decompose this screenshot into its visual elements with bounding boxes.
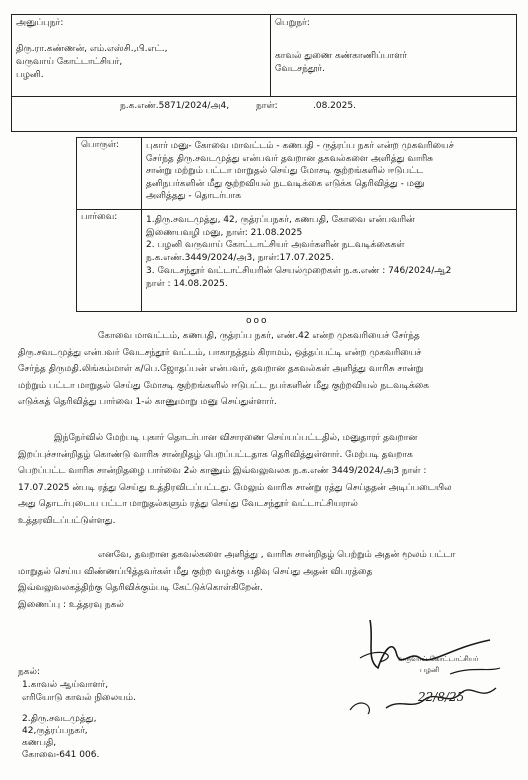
enclosure-line: இணைப்பு : உத்தரவு நகல்: [18, 600, 124, 610]
reference-number: ந.க.எண்.5871/2024/அ4,: [120, 101, 230, 111]
reference-line: இணையவழி மனு, நாள்: 21.08.2025: [146, 227, 303, 238]
to-line-1: காவல் துணை கண்காணிப்பாளர்: [275, 51, 408, 61]
date-value: .08.2025.: [313, 101, 356, 111]
subject-text: [146, 140, 512, 203]
body-line: இறப்புச்சான்றிதழ் கொண்டு வாரிசு சான்றிதழ் பெறப்பட்டதாக தெரிவித்துள்ளார். மேற்படி தவறாக: [18, 449, 413, 460]
body-line: 17.07.2025 ன்படி ரத்து செய்து உத்திரவிடப்பட்டது. மேலும் வாரிசு சான்று ரத்து செய்ததன் அடிப்படையில: [18, 482, 452, 493]
subject-line: அளித்தது - தொடர்பாக: [146, 191, 242, 201]
reference-line: 2. பழனி வருவாய் கோட்டாட்சியர் அவர்களின் நடவடிக்கைகள்: [146, 240, 405, 251]
copy-item-2-line-1: 2.திரு.சவடமுத்து,: [22, 714, 97, 724]
body-paragraph-1: [18, 328, 513, 411]
body-line: எடுக்கத் தெரிவித்து பார்வை 1-ல் காணுமாறு மனு செய்துள்ளார்.: [18, 397, 277, 408]
body-line: திரு.சவடமுத்து என்பவர் வேடசந்தூர் வட்டம், பாகாநத்தம் கிராமம், ஒத்தப்பட்டி என்ற முகவரியைச்: [18, 347, 422, 358]
table-divider: [141, 137, 142, 312]
body-line: எனவே, தவறான தகவல்களை அளித்து , வாரிசு சான்றிதழ் பெற்றும் அதன் மூலம் பட்டா: [98, 550, 456, 560]
body-paragraph-2: [18, 430, 513, 530]
reference-label: பார்வை:: [81, 212, 118, 222]
reference-line: 3. வேடசந்தூர் வட்டாட்சியரின் செயல்முறைகள் ந.க.எண் : 746/2024/ஆ2: [146, 265, 452, 276]
from-label: அனுப்புநர்:: [16, 18, 64, 28]
reference-line: நாள் : 14.08.2025.: [146, 278, 228, 289]
date-label: நாள்:: [256, 101, 278, 111]
body-line: இந்நேர்வில் மேற்படி புகார் தொடர்பான விசாரணை செய்யப்பட்டதில், மனுதாரர் தவறான: [54, 433, 418, 443]
header-divider: [270, 14, 271, 96]
from-line-3: பழனி.: [16, 70, 44, 80]
reference-line: ந.க.எண்.3449/2024/அ3, நாள்:17.07.2025.: [146, 253, 334, 264]
copy-item-2-line-4: கோவை-641 006.: [22, 750, 100, 760]
subject-line: தனிநபர்களின் மீது குற்றவியல் நடவடிக்கை எடுக்க தெரிவித்து - மனு: [146, 178, 425, 189]
subject-line: சேர்ந்த திரு.சவடமுத்து என்பவர் தவறான தகவல்களை அளித்து வாரிசு: [146, 153, 434, 164]
header-box: [11, 14, 517, 132]
section-ornament: ooo: [246, 316, 269, 326]
copy-to-label: நகல்:: [18, 667, 41, 677]
table-row-separator: [76, 209, 517, 210]
body-line: கோவை மாவட்டம், கணபதி, ருத்ரப்ப நகர், எண்.42 என்ற முகவரியைச் சேர்ந்த: [98, 331, 420, 341]
copy-item-2-line-3: கணபதி,: [22, 738, 57, 748]
to-line-2: வேடசந்தூர்.: [275, 64, 325, 74]
copy-item-1-line-2: எரியோடு காவல் நிலையம்.: [22, 693, 136, 703]
subject-line: புகார் மனு- கோவை மாவட்டம் - கணபதி - ருத்ரப்ப நகர் என்ற முகவரியைச்: [146, 141, 454, 151]
reference-line: 1.திரு.சவடமுத்து, 42, ருத்ரப்பநகர், கணபதி, கோவை என்பவரின்: [146, 215, 415, 225]
handwritten-date: 22/8/25: [418, 690, 465, 704]
body-line: சேர்ந்த திருமதி.லிங்கம்மாள் க/பெ.ஜோதப்பன் என்பவர், தவறான தகவல்கள் அளித்து வாரிசு சான்று: [18, 364, 424, 375]
to-label: பெறுநர்:: [275, 18, 310, 28]
signature-stamp-line-1: வருவாய் கோட்டாட்சியர்: [398, 655, 479, 663]
copy-item-2-line-2: 42,ருத்ரப்பநகர்,: [22, 726, 88, 736]
from-line-2: வருவாய் கோட்டாட்சியர்,: [16, 57, 123, 67]
body-line: பெறப்பட்ட வாரிசு சான்றிதழை பார்வை 2ல் காணும் இவ்வலுவலக ந.க.எண் 3449/2024/அ3 நாள் :: [18, 466, 427, 477]
body-line: இவ்வலுவலகத்திற்கு தெரிவிக்கும்படி கேட்டுக்கொள்கிறேன்.: [18, 583, 263, 594]
reference-text: [146, 214, 512, 290]
body-line: உத்தரவிடப்பட்டுள்ளது.: [18, 515, 116, 526]
body-line: அது தொடர்புடைய பட்டா மாறுதல்களும் ரத்து செய்து வேடசந்தூர் வட்டாட்சியரால்: [18, 499, 358, 510]
body-line: மற்றும் பட்டா மாறுதல் செய்து மோசடி குற்றங்களில் ஈடுபட்ட நபர்களின் மீது குற்றவியல் நடவடிக்கை: [18, 380, 429, 391]
subject-line: சான்று மற்றும் பட்டா மாறுதல் செய்து மோசடி குற்றங்களில் ஈடுபட்ட: [146, 166, 424, 176]
from-line-1: திரு.ரா.கண்ணன், எம்.எஸ்சி.,பி.எட்.,: [16, 44, 168, 54]
subject-label: பொருள்:: [81, 140, 119, 150]
copy-item-1-line-1: 1.காவல் ஆய்வாளர்,: [22, 680, 109, 690]
body-paragraph-3: [18, 547, 513, 597]
header-separator: [11, 96, 517, 97]
signature-stamp-line-2: பழனி: [420, 666, 440, 674]
body-line: மாறுதல் செய்ய விண்ணப்பித்தவர்கள் மீது குற்ற வழக்கு பதிவு செய்து அதன் விபரத்தை: [18, 566, 373, 577]
